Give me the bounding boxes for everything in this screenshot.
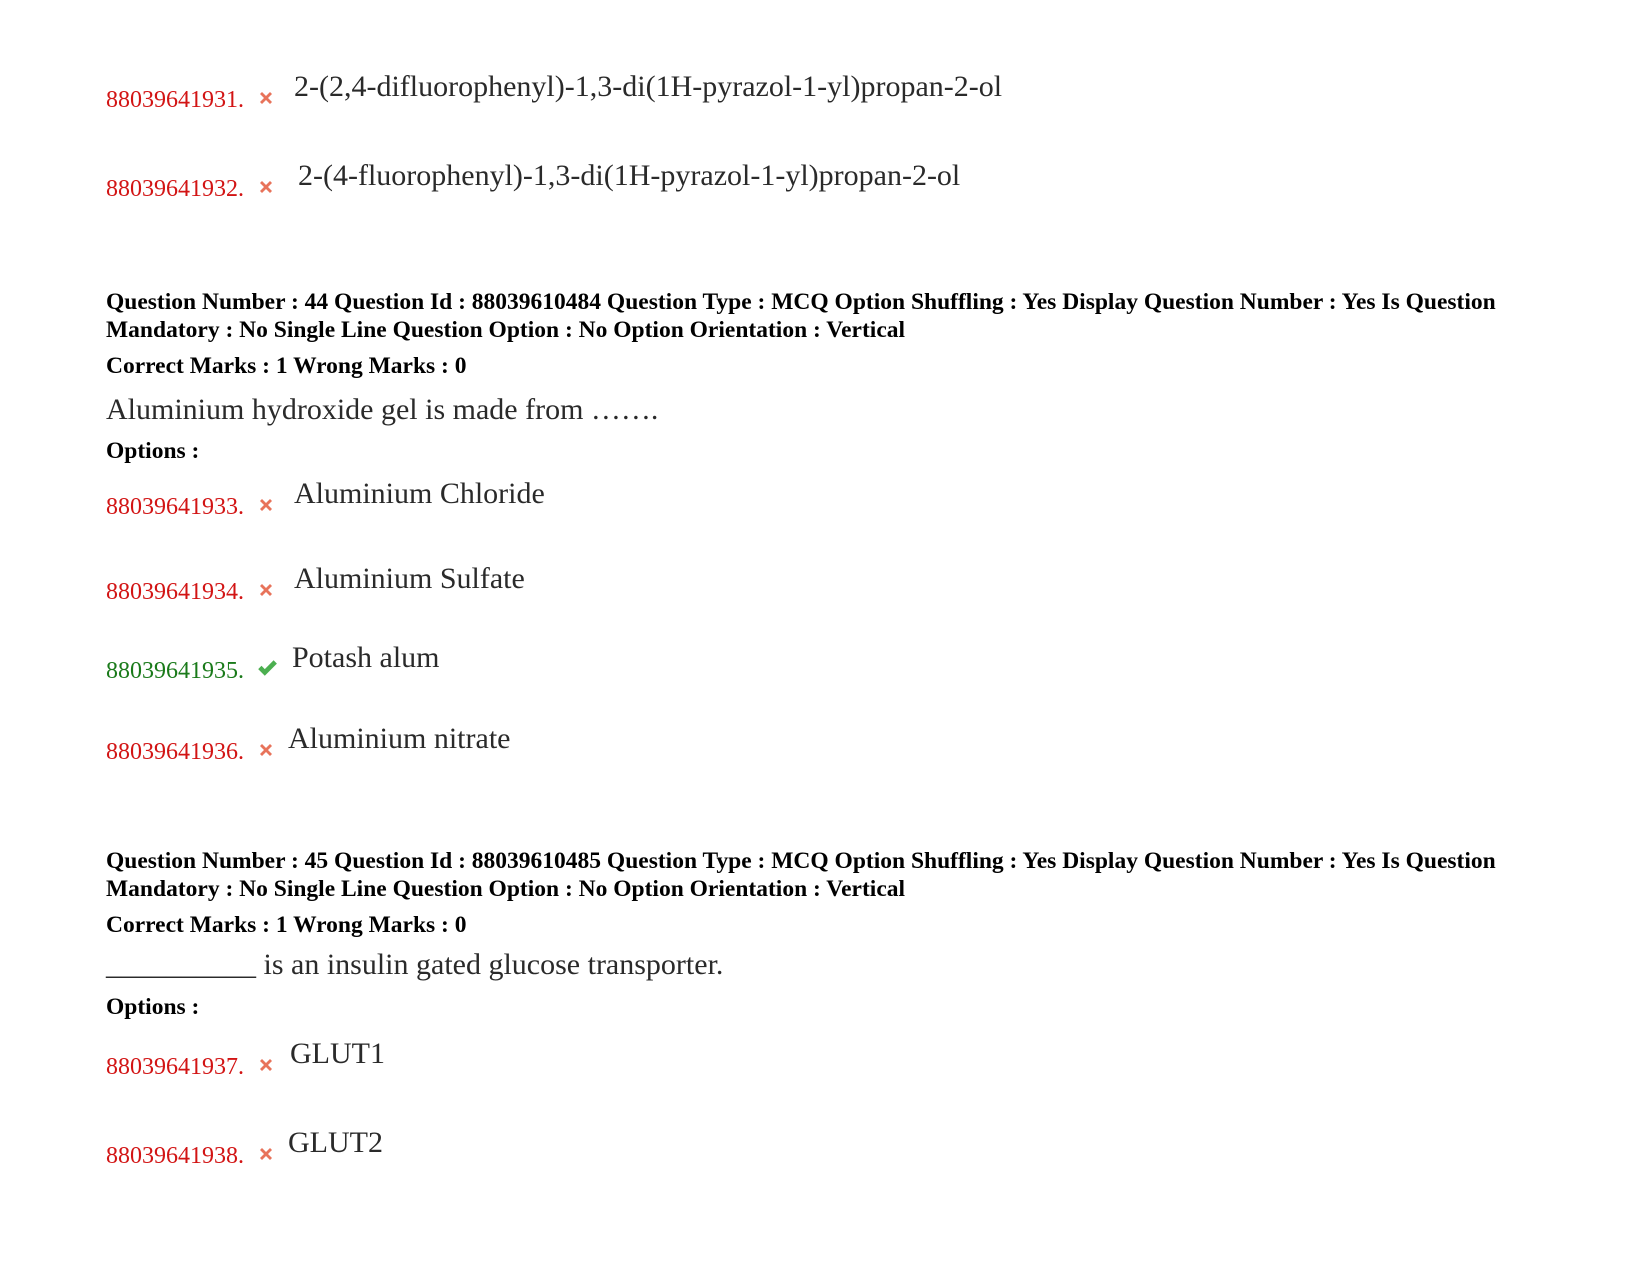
cross-icon — [256, 740, 276, 760]
option-id: 88039641935. — [106, 658, 244, 684]
option-text: Aluminium Sulfate — [294, 562, 525, 595]
option-row — [106, 1037, 1206, 1081]
options-label: Options : — [106, 994, 200, 1020]
option-id: 88039641938. — [106, 1143, 244, 1169]
option-text: Aluminium Chloride — [294, 477, 545, 510]
option-id: 88039641933. — [106, 494, 244, 520]
option-row — [106, 722, 1206, 766]
options-label: Options : — [106, 438, 200, 464]
option-id: 88039641932. — [106, 176, 244, 202]
option-text: Aluminium nitrate — [288, 722, 511, 755]
cross-icon — [256, 88, 276, 108]
option-text: GLUT1 — [290, 1037, 385, 1070]
option-text: 2-(2,4-difluorophenyl)-1,3-di(1H-pyrazol-1-yl)propan-2-ol — [294, 70, 1003, 103]
option-row — [106, 562, 1206, 606]
question-header: Question Number : 45 Question Id : 88039610485 Question Type : MCQ Option Shuffling : Yes Display Question Number : Yes Is Question Mandatory : No Single Line Question Option : No Option Orientation : Vertical — [106, 848, 1496, 902]
option-id: 88039641931. — [106, 87, 244, 113]
question-marks: Correct Marks : 1 Wrong Marks : 0 — [106, 353, 467, 379]
cross-icon — [256, 495, 276, 515]
option-row — [106, 159, 1206, 203]
option-text: GLUT2 — [288, 1126, 383, 1159]
option-text: 2-(4-fluorophenyl)-1,3-di(1H-pyrazol-1-yl)propan-2-ol — [298, 159, 961, 192]
option-id: 88039641936. — [106, 739, 244, 765]
check-icon — [255, 657, 279, 679]
option-row — [106, 477, 1206, 521]
cross-icon — [256, 177, 276, 197]
question-text: Aluminium hydroxide gel is made from ……. — [106, 393, 659, 426]
question-text: __________ is an insulin gated glucose transporter. — [106, 948, 724, 981]
cross-icon — [256, 1144, 276, 1164]
option-row — [106, 1126, 1206, 1170]
option-id: 88039641934. — [106, 579, 244, 605]
cross-icon — [256, 1055, 276, 1075]
question-header: Question Number : 44 Question Id : 88039610484 Question Type : MCQ Option Shuffling : Yes Display Question Number : Yes Is Question Mandatory : No Single Line Question Option : No Option Orientation : Vertical — [106, 289, 1496, 343]
option-text: Potash alum — [292, 641, 440, 674]
question-marks: Correct Marks : 1 Wrong Marks : 0 — [106, 912, 467, 938]
option-id: 88039641937. — [106, 1054, 244, 1080]
option-row — [106, 641, 1206, 685]
option-row — [106, 70, 1206, 114]
cross-icon — [256, 580, 276, 600]
